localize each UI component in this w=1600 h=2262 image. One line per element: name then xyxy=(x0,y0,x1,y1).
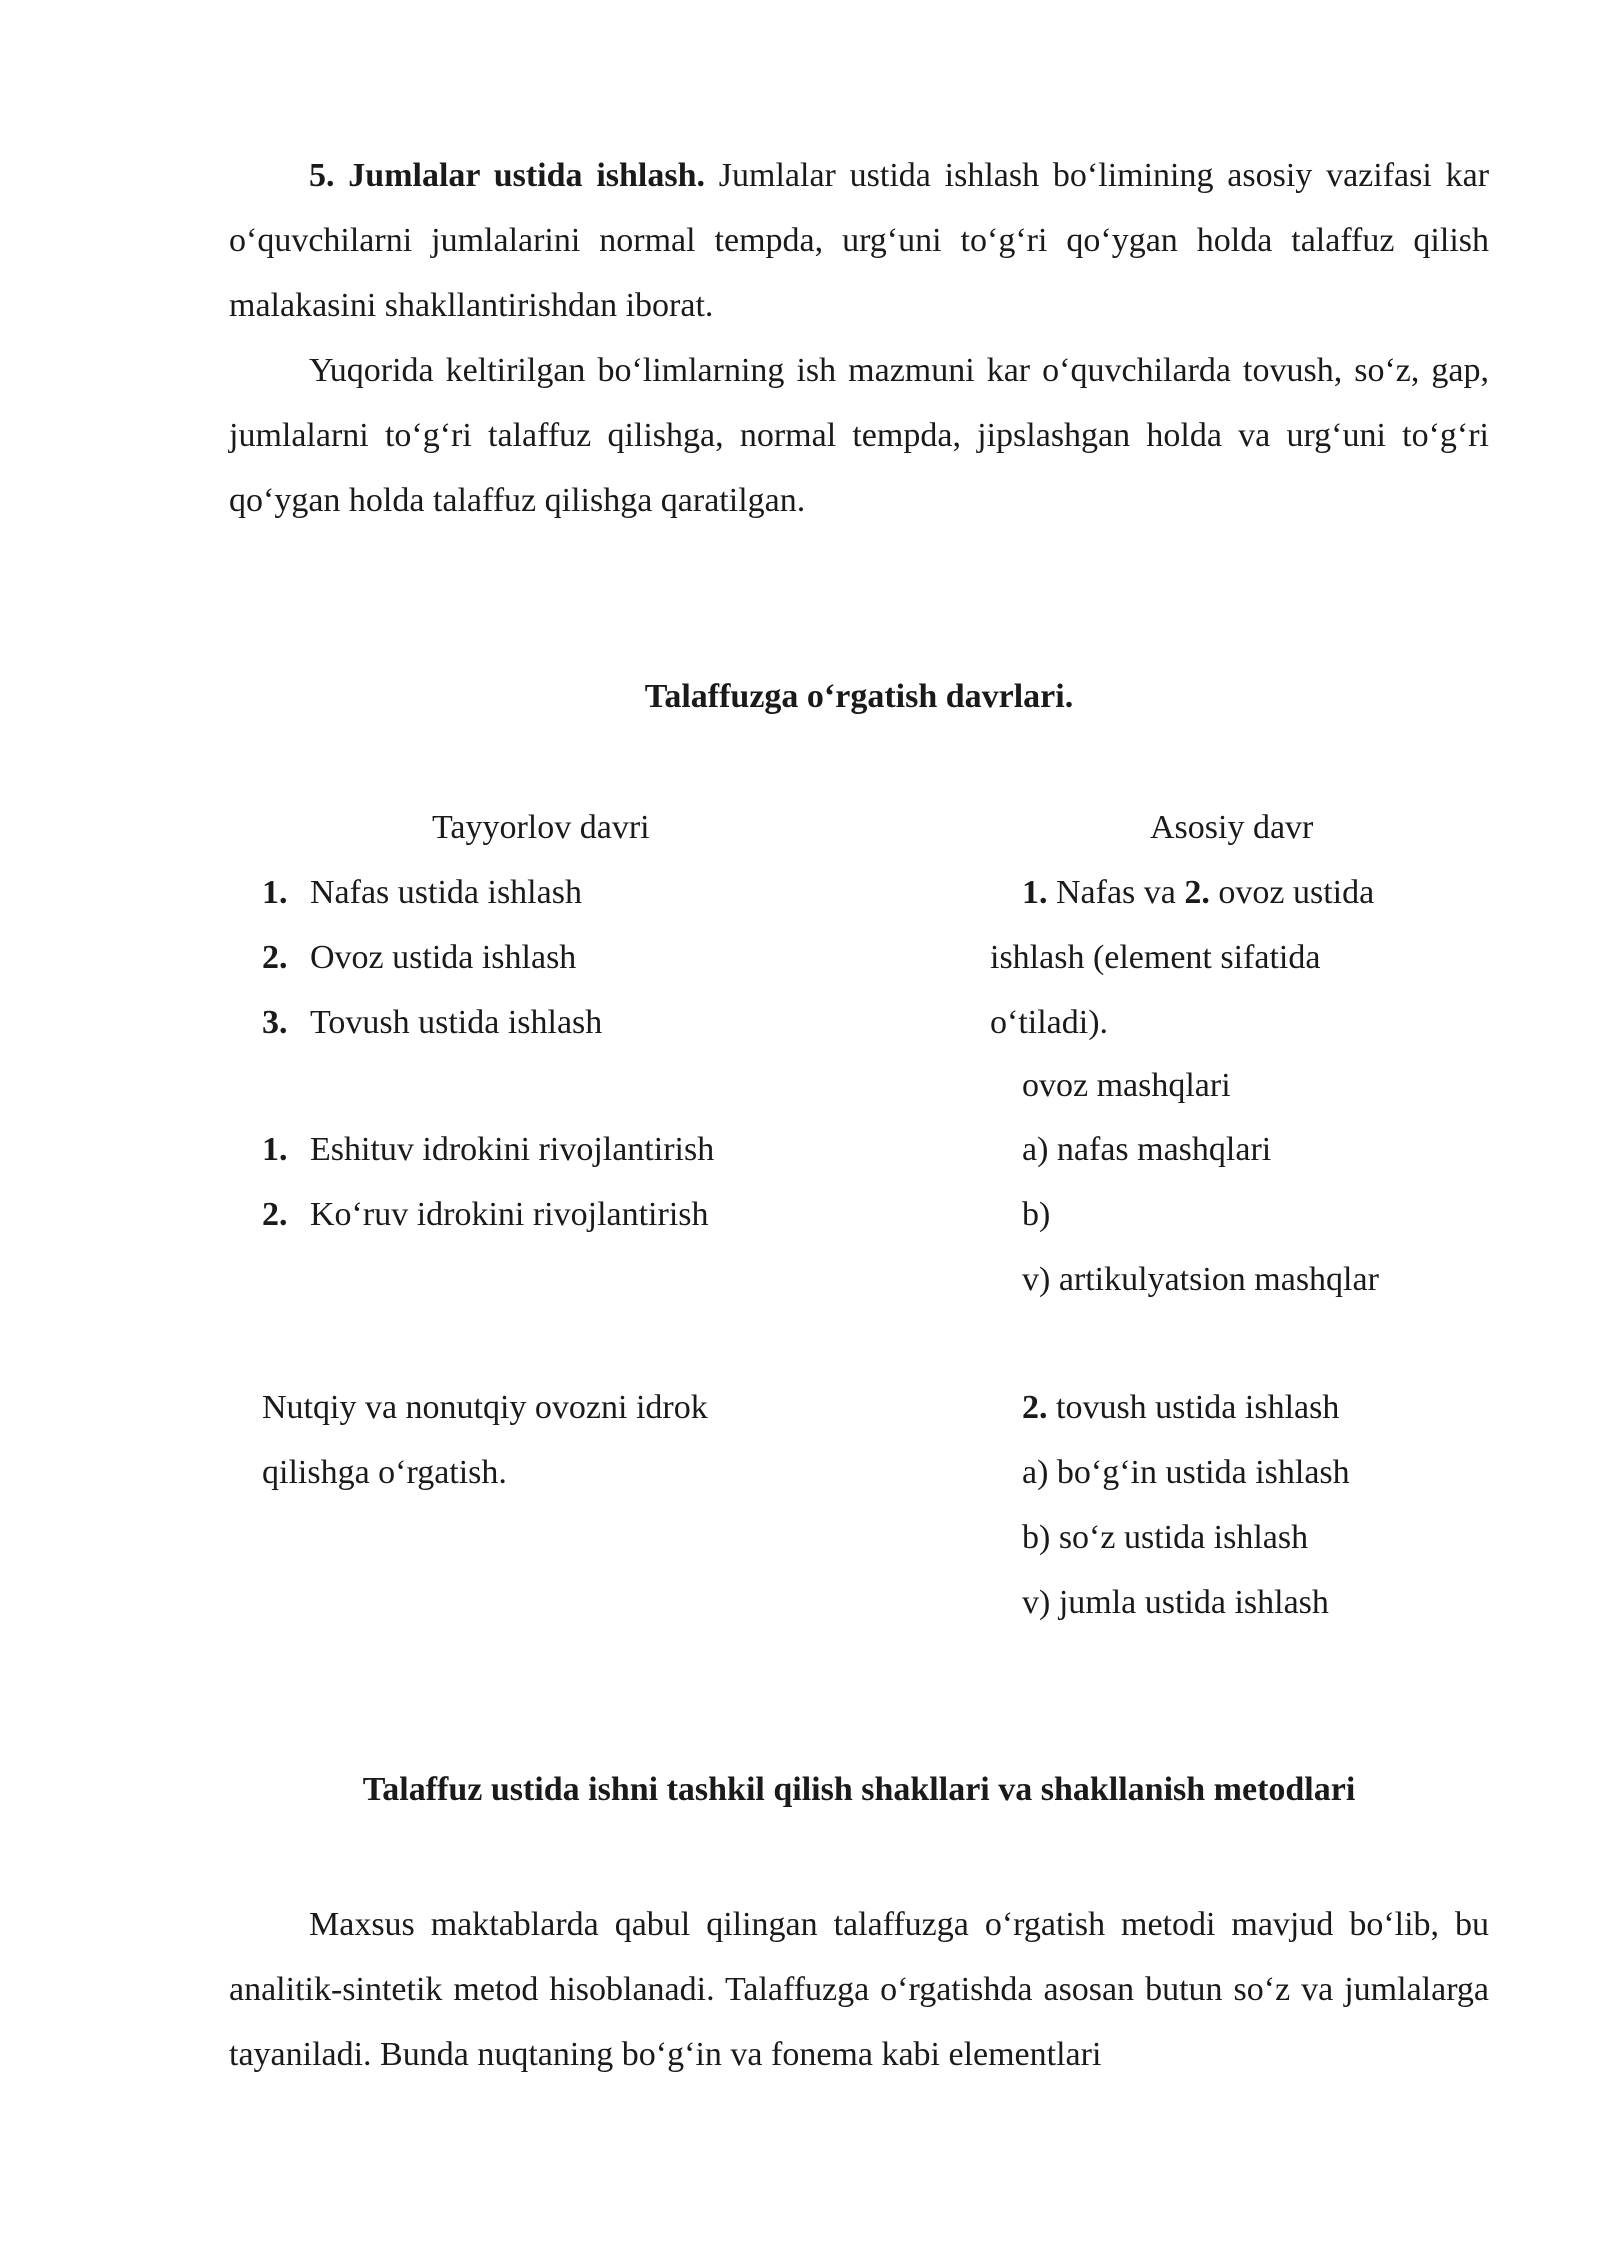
list-item: 1. Nafas ustida ishlash xyxy=(262,874,582,911)
voice-exercise-b: b) xyxy=(1022,1196,1051,1233)
right-item1-line3: o‘tiladi). xyxy=(990,1004,1109,1041)
voice-exercises-title: ovoz mashqlari xyxy=(1022,1067,1231,1104)
right-item1-line1: 1. Nafas va 2. ovoz ustida xyxy=(1022,874,1375,911)
paragraph-text: Jumlalar ustida ishlash bo‘limining asosiy vazifasi kar o‘quvchilarni jumlalarini normal tempda, urg‘uni to‘g‘ri qo‘ygan holda talaffuz qilish malakasini shakllantirishdan iborat. xyxy=(229,157,1490,324)
paragraph-methods xyxy=(229,1892,1489,2087)
right-column-title: Asosiy davr xyxy=(1150,809,1314,846)
list-item: 1. Eshituv idrokini rivojlantirish xyxy=(262,1131,715,1168)
section-heading-periods: Talaffuzga o‘rgatish davrlari. xyxy=(644,678,1074,715)
left-column-title: Tayyorlov davri xyxy=(432,809,650,846)
paragraph-jumlalar xyxy=(229,143,1489,338)
paragraph-summary-text: Yuqorida keltirilgan bo‘limlarning ish mazmuni kar o‘quvchilarda tovush, so‘z, gap, jumlalarni to‘g‘ri talaffuz qilishga, normal tempda, jipslashgan holda va urg‘uni to‘g‘ri qo‘ygan holda talaffuz qilishga qaratilgan. xyxy=(229,352,1489,519)
right-sub-a: a) bo‘g‘in ustida ishlash xyxy=(1022,1454,1350,1491)
list-item: 2. Ko‘ruv idrokini rivojlantirish xyxy=(262,1196,709,1233)
right-item1-line2: ishlash (element sifatida xyxy=(990,939,1321,976)
right-sub-v: v) jumla ustida ishlash xyxy=(1022,1584,1329,1621)
section-heading-methods: Talaffuz ustida ishni tashkil qilish shakllari va shakllanish metodlari xyxy=(362,1771,1356,1808)
voice-exercise-v: v) artikulyatsion mashqlar xyxy=(1022,1261,1379,1298)
left-note-line2: qilishga o‘rgatish. xyxy=(262,1454,507,1491)
paragraph-summary xyxy=(229,338,1489,533)
list-item: 2. Ovoz ustida ishlash xyxy=(262,939,577,976)
left-note-line1: Nutqiy va nonutqiy ovozni idrok xyxy=(262,1389,708,1426)
right-item2: 2. tovush ustida ishlash xyxy=(1022,1389,1340,1426)
list-item: 3. Tovush ustida ishlash xyxy=(262,1004,603,1041)
voice-exercise-a: a) nafas mashqlari xyxy=(1022,1131,1272,1168)
right-sub-b: b) so‘z ustida ishlash xyxy=(1022,1519,1309,1556)
paragraph-lead: 5. Jumlalar ustida ishlash. xyxy=(309,157,705,194)
paragraph-methods-text: Maxsus maktablarda qabul qilingan talaffuzga o‘rgatish metodi mavjud bo‘lib, bu analitik-sintetik metod hisoblanadi. Talaffuzga o‘rgatishda asosan butun so‘z va jumlalarga tayaniladi. Bunda nuqtaning bo‘g‘in va fonema kabi elementlari xyxy=(229,1906,1489,2073)
